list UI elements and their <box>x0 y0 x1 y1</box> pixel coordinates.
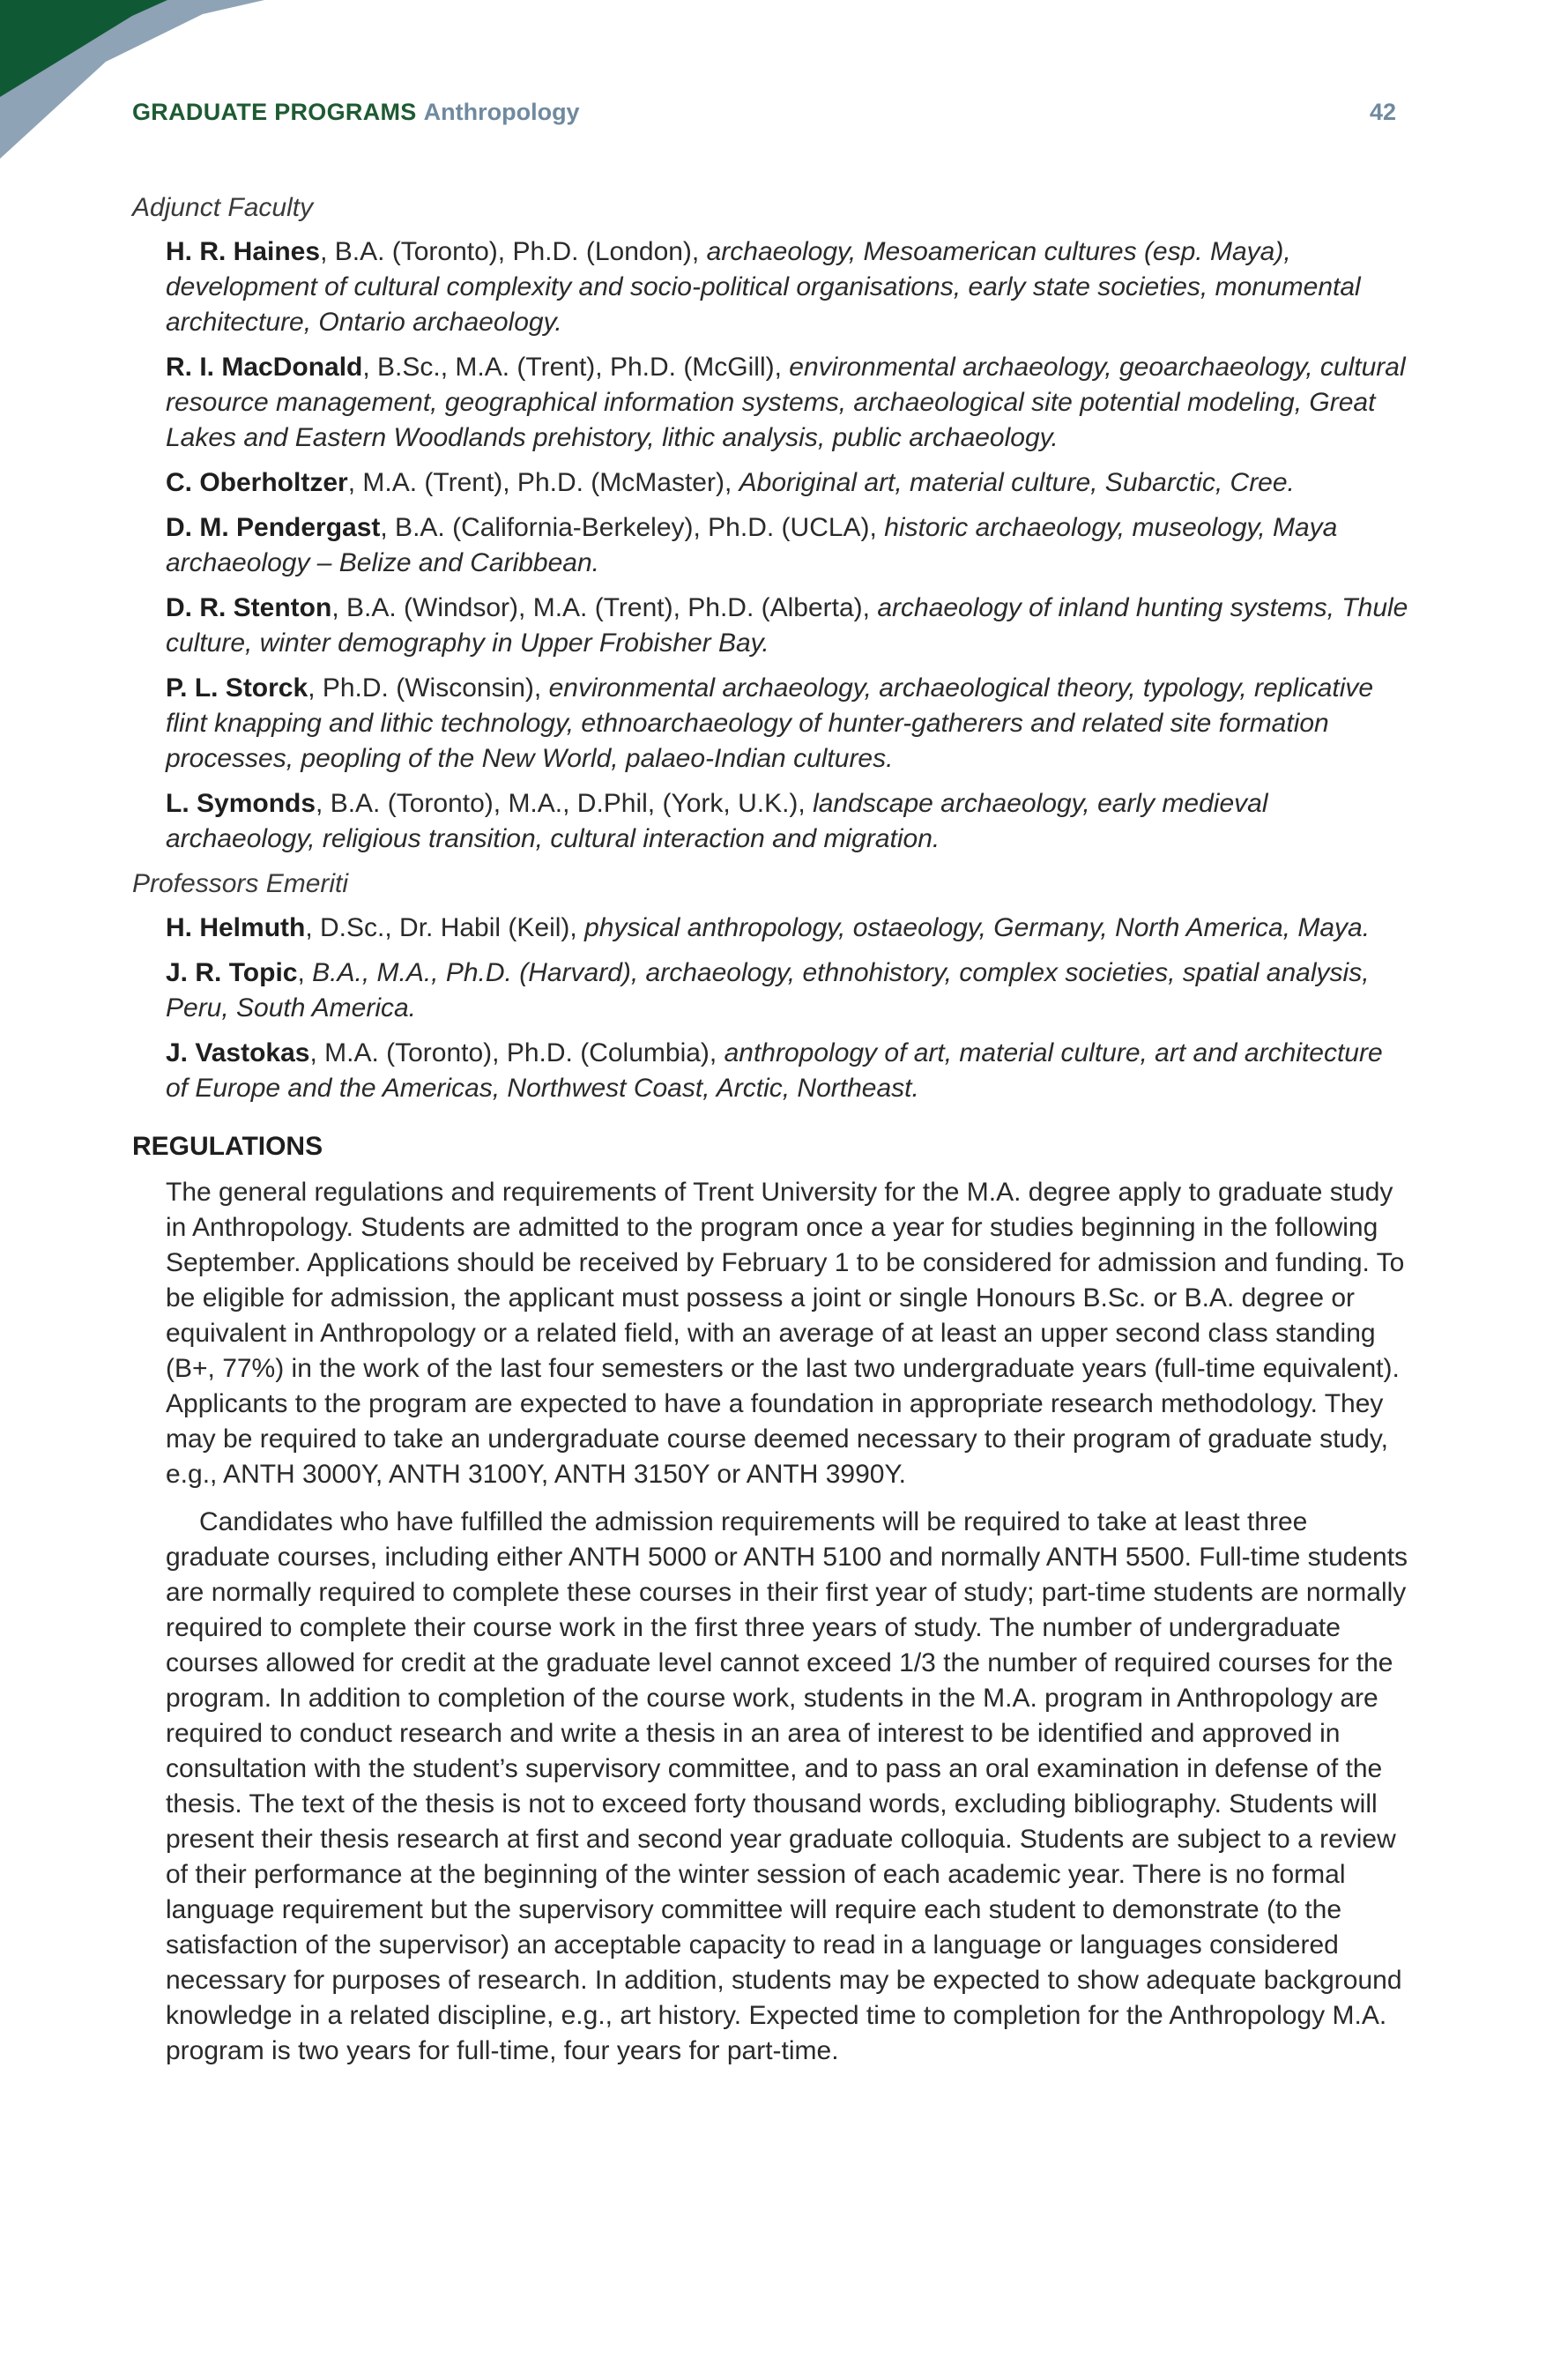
faculty-areas: archaeology of inland hunting systems, Thule culture, winter demography in Upper Frobisher Bay. <box>166 593 1408 658</box>
faculty-areas: physical anthropology, ostaeology, Germany, North America, Maya. <box>584 913 1371 942</box>
faculty-areas: historic archaeology, museology, Maya archaeology – Belize and Caribbean. <box>166 513 1338 577</box>
faculty-name: H. R. Haines <box>166 237 321 266</box>
faculty-degrees: , B.A. (Toronto), Ph.D. (London), <box>320 237 707 266</box>
corner-decoration <box>0 0 264 167</box>
page-header <box>132 99 1396 126</box>
faculty-entry <box>166 234 1410 340</box>
faculty-entry <box>166 465 1410 501</box>
faculty-entry <box>166 911 1410 946</box>
faculty-areas: B.A., M.A., Ph.D. (Harvard), archaeology, ethnohistory, complex societies, spatial analysis, Peru, South America. <box>166 958 1370 1023</box>
faculty-areas: landscape archaeology, early medieval archaeology, religious transition, cultural interaction and migration. <box>166 789 1268 853</box>
header-section: GRADUATE PROGRAMS <box>132 99 417 125</box>
faculty-entry <box>166 591 1410 661</box>
faculty-areas: anthropology of art, material culture, art and architecture of Europe and the Americas, Northwest Coast, Arctic, Northeast. <box>166 1038 1383 1103</box>
faculty-entry <box>166 956 1410 1026</box>
faculty-degrees: , B.A. (California-Berkeley), Ph.D. (UCLA), <box>380 513 885 542</box>
regulations-heading: REGULATIONS <box>132 1132 323 1161</box>
group-title-adjunct-faculty: Adjunct Faculty <box>132 193 314 222</box>
faculty-entry <box>166 671 1410 777</box>
faculty-name: H. Helmuth <box>166 913 306 942</box>
faculty-entry <box>166 510 1410 581</box>
page-number: 42 <box>1369 99 1396 125</box>
faculty-degrees: , B.Sc., M.A. (Trent), Ph.D. (McGill), <box>362 353 790 382</box>
faculty-degrees: , Ph.D. (Wisconsin), <box>308 673 549 703</box>
faculty-name: D. M. Pendergast <box>166 513 381 542</box>
group-title-professors-emeriti: Professors Emeriti <box>132 869 349 898</box>
faculty-areas: archaeology, Mesoamerican cultures (esp. Maya), development of cultural complexity and socio-political organisations, early state societies, monumental architecture, Ontario archaeology. <box>166 237 1361 337</box>
faculty-name: P. L. Storck <box>166 673 308 703</box>
faculty-name: D. R. Stenton <box>166 593 332 622</box>
regulations-paragraph: The general regulations and requirements of Trent University for the M.A. degree apply to graduate study in Anthropology. Students are admitted to the program once a year for studies beginning in the following September. Applications should be received by February 1 to be considered for admission and funding. To be eligible for admission, the applicant must possess a joint or single Honours B.Sc. or B.A. degree or equivalent in Anthropology or a related field, with an average of at least an upper second class standing (B+, 77%) in the work of the last four semesters or the last two undergraduate years (full-time equivalent). Applicants to the program are expected to have a foundation in appropriate research methodology. They may be required to take an undergraduate course deemed necessary to their program of graduate study, e.g., ANTH 3000Y, ANTH 3100Y, ANTH 3150Y or ANTH 3990Y. <box>166 1178 1405 1489</box>
faculty-name: C. Oberholtzer <box>166 468 348 497</box>
header-title <box>132 99 580 126</box>
faculty-name: L. Symonds <box>166 789 316 818</box>
faculty-degrees: , M.A. (Toronto), Ph.D. (Columbia), <box>309 1038 724 1067</box>
faculty-areas: Aboriginal art, material culture, Subarctic, Cree. <box>739 468 1295 497</box>
faculty-name: J. R. Topic <box>166 958 298 987</box>
page-content <box>132 190 1410 2081</box>
faculty-entry <box>166 1036 1410 1106</box>
faculty-entry <box>166 786 1410 857</box>
faculty-name: R. I. MacDonald <box>166 353 363 382</box>
faculty-degrees: , D.Sc., Dr. Habil (Keil), <box>305 913 585 942</box>
faculty-entry <box>166 350 1410 456</box>
faculty-degrees: , M.A. (Trent), Ph.D. (McMaster), <box>347 468 739 497</box>
regulations-paragraph: Candidates who have fulfilled the admission requirements will be required to take at least three graduate courses, including either ANTH 5000 or ANTH 5100 and normally ANTH 5500. Full-time students are normally required to complete these courses in their first year of study; part-time students are normally required to complete their course work in the first three years of study. The number of undergraduate courses allowed for credit at the graduate level cannot exceed 1/3 the number of required courses for the program. In addition to completion of the course work, students in the M.A. program in Anthropology are required to conduct research and write a thesis in an area of interest to be identified and approved in consultation with the student’s supervisory committee, and to pass an oral examination in defense of the thesis. The text of the thesis is not to exceed forty thousand words, excluding bibliography. Students will present their thesis research at first and second year graduate colloquia. Students are subject to a review of their performance at the beginning of the winter session of each academic year. There is no formal language requirement but the supervisory committee will require each student to demonstrate (to the satisfaction of the supervisor) an acceptable capacity to read in a language or languages considered necessary for purposes of research. In addition, students may be expected to show adequate background knowledge in a related discipline, e.g., art history. Expected time to completion for the Anthropology M.A. program is two years for full-time, four years for part-time. <box>166 1507 1408 2065</box>
faculty-degrees: , <box>297 958 313 987</box>
header-subsection: Anthropology <box>423 99 580 125</box>
faculty-degrees: , B.A. (Toronto), M.A., D.Phil, (York, U.K.), <box>316 789 814 818</box>
faculty-name: J. Vastokas <box>166 1038 310 1067</box>
faculty-areas: environmental archaeology, geoarchaeology, cultural resource management, geographical information systems, archaeological site potential modeling, Great Lakes and Eastern Woodlands prehistory, lithic analysis, public archaeology. <box>166 353 1406 452</box>
faculty-degrees: , B.A. (Windsor), M.A. (Trent), Ph.D. (Alberta), <box>331 593 878 622</box>
faculty-areas: environmental archaeology, archaeological theory, typology, replicative flint knapping and lithic technology, ethnoarchaeology of hunter-gatherers and related site formation processes, peopling of the New World, palaeo-Indian cultures. <box>166 673 1374 773</box>
